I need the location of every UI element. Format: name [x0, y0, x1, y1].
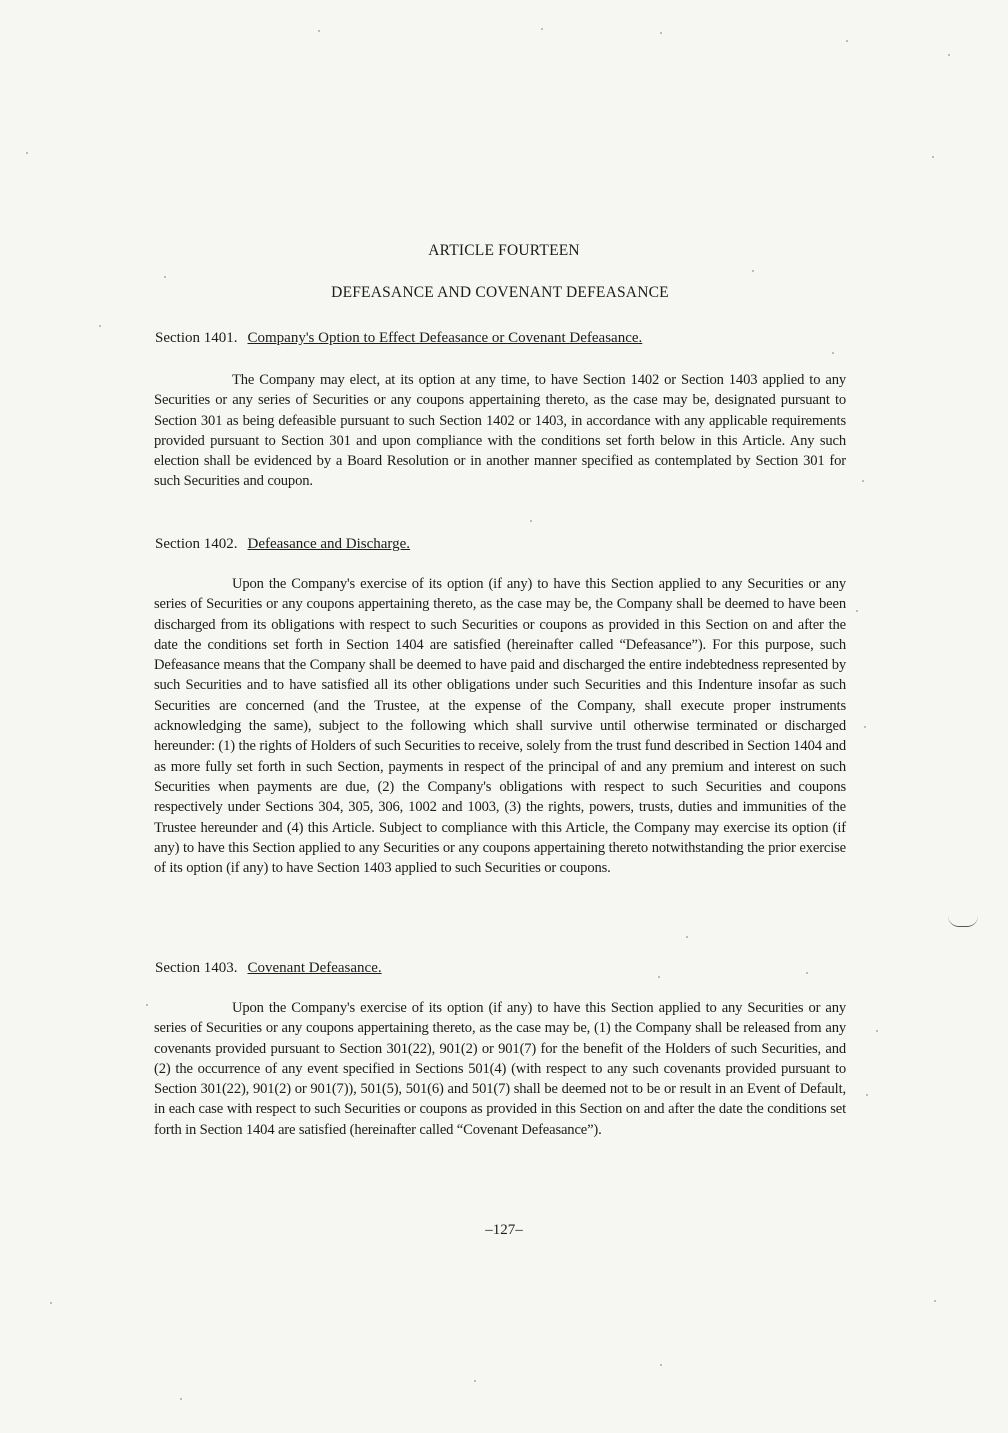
article-subtitle: DEFEASANCE AND COVENANT DEFEASANCE — [331, 284, 669, 301]
speckle — [932, 156, 934, 158]
section-1402-body: Upon the Company's exercise of its option (if any) to have this Section applied to any Securities or any series of Securities or any coupons appertaining thereto, as the case may be, the Company shall be deemed to have been discharged from its obligations with respect to such Securities or coupons as provided in this Section on and after the date the conditions set forth in Section 1404 are satisfied (hereinafter called “Defeasance”). For this purpose, such Defeasance means that the Company shall be deemed to have paid and discharged the entire indebtedness represented by such Securities and to have satisfied all its other obligations under such Securities and this Indenture insofar as such Securities are concerned (and the Trustee, at the expense of the Company, shall execute proper instruments acknowledging the same), subject to the following which shall survive until otherwise terminated or discharged hereunder: (1) the rights of Holders of such Securities to receive, solely from the trust fund described in Section 1404 and as more fully set forth in such Section, payments in respect of the principal of and any premium and interest on such Securities when payments are due, (2) the Company's obligations with respect to such Securities and coupons respectively under Sections 304, 305, 306, 1002 and 1003, (3) the rights, powers, trusts, duties and immunities of the Trustee hereunder and (4) this Article. Subject to compliance with this Article, the Company may exercise its option (if any) to have this Section applied to any Securities or any coupons appertaining thereto notwithstanding the prior exercise of its option (if any) to have Section 1403 applied to such Securities or coupons. — [154, 576, 846, 877]
section-number: Section 1402. — [155, 536, 238, 552]
speckle — [856, 610, 858, 612]
speckle — [660, 1364, 662, 1366]
speckle — [180, 1398, 182, 1400]
speckle — [934, 1300, 936, 1302]
speckle — [866, 1094, 868, 1096]
speckle — [541, 28, 543, 30]
scan-edge-mark — [948, 916, 978, 927]
speckle — [876, 1030, 878, 1032]
speckle — [832, 352, 834, 354]
section-number: Section 1403. — [155, 960, 238, 976]
speckle — [806, 972, 808, 974]
section-title: Company's Option to Effect Defeasance or Covenant Defeasance. — [247, 330, 643, 346]
speckle — [658, 976, 660, 978]
section-number: Section 1401. — [155, 330, 238, 346]
speckle — [752, 270, 754, 272]
speckle — [50, 1302, 52, 1304]
speckle — [318, 30, 320, 32]
speckle — [26, 152, 28, 154]
section-1402-heading — [155, 536, 410, 553]
speckle — [862, 480, 864, 482]
speckle — [846, 40, 848, 42]
section-1401-body: The Company may elect, at its option at any time, to have Section 1402 or Section 1403 applied to any Securities or any series of Securities or any coupons appertaining thereto, as the case may be, designated pursuant to Section 301 as being defeasible pursuant to such Section 1402 or 1403, in accordance with any applicable requirements provided pursuant to Section 301 and upon compliance with the conditions set forth below in this Article. Any such election shall be evidenced by a Board Resolution or in another manner specified as contemplated by Section 301 for such Securities and coupon. — [154, 372, 846, 490]
section-1403-heading — [155, 960, 382, 977]
speckle — [686, 936, 688, 938]
section-title: Covenant Defeasance. — [247, 960, 382, 976]
page-number: –127– — [485, 1222, 523, 1238]
speckle — [474, 1380, 476, 1382]
speckle — [146, 1004, 148, 1006]
speckle — [660, 32, 662, 34]
speckle — [530, 520, 532, 522]
speckle — [99, 325, 101, 327]
section-1403-body: Upon the Company's exercise of its option (if any) to have this Section applied to any Securities or any series of Securities or any coupons appertaining thereto, as the case may be, (1) the Company shall be released from any covenants provided pursuant to Section 301(22), 901(2) or 901(7) for the benefit of the Holders of such Securities, and (2) the occurrence of any event specified in Sections 501(4) (with respect to any such covenants provided pursuant to Section 301(22), 901(2) or 901(7)), 501(5), 501(6) and 501(7) shall be deemed not to be or result in an Event of Default, in each case with respect to such Securities or coupons as provided in this Section on and after the date the conditions set forth in Section 1404 are satisfied (hereinafter called “Covenant Defeasance”). — [154, 1000, 846, 1138]
speckle — [948, 54, 950, 56]
speckle — [864, 726, 866, 728]
speckle — [164, 276, 166, 278]
section-title: Defeasance and Discharge. — [247, 536, 411, 552]
article-title: ARTICLE FOURTEEN — [428, 242, 580, 259]
section-1401-heading — [155, 330, 642, 347]
